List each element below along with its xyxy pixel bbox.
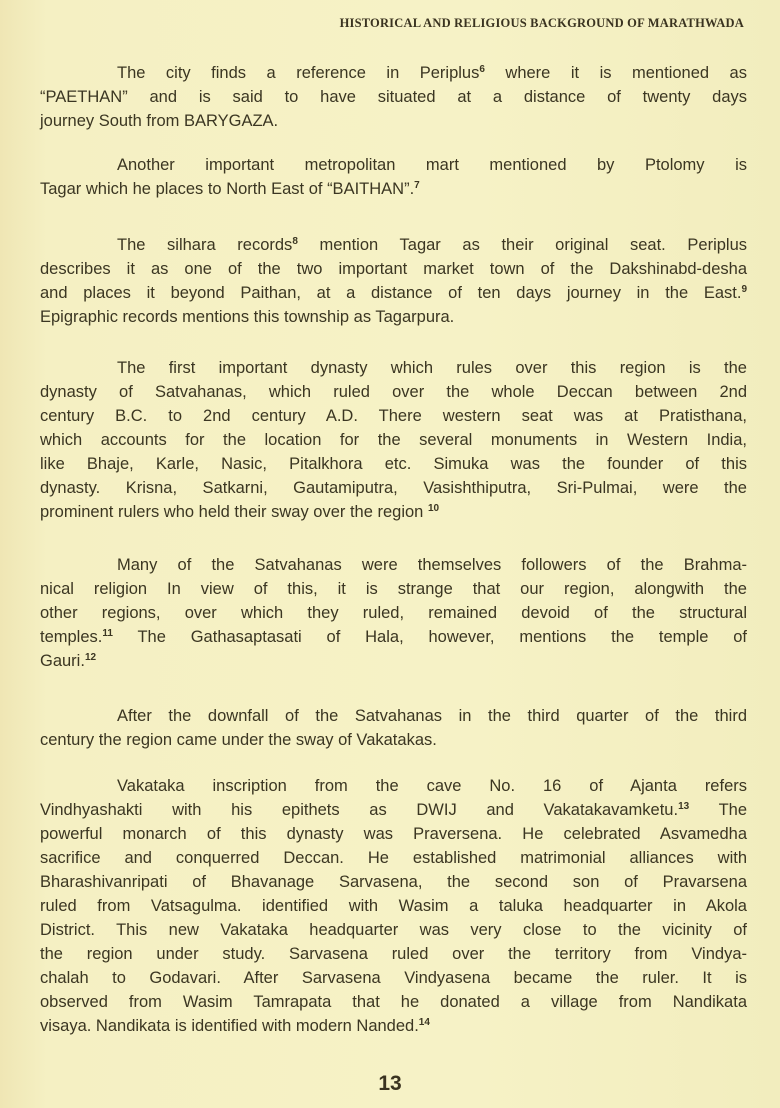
text-line: [40, 918, 747, 942]
text-line: [40, 1014, 747, 1038]
text-segment: like Bhaje, Karle, Nasic, Pitalkhora etc. Simuka was the founder of this: [40, 455, 747, 473]
paragraph: [40, 233, 747, 329]
text-line: [40, 625, 747, 649]
paragraph: [40, 704, 747, 752]
footnote-marker: 7: [414, 180, 420, 191]
text-segment: Vindhyashakti with his epithets as DWIJ and Vakatakavamketu.: [40, 801, 679, 819]
text-segment: prominent rulers who held their sway over the region: [40, 503, 428, 521]
text-line: [40, 942, 747, 966]
text-line: [40, 281, 747, 305]
text-line: [40, 990, 747, 1014]
text-segment: dynasty. Krisna, Satkarni, Gautamiputra, Vasishthiputra, Sri-Pulmai, were the: [40, 479, 747, 497]
text-segment: The city finds a reference in Periplus: [117, 64, 480, 82]
text-segment: Bharashivanripati of Bhavanage Sarvasena, the second son of Pravarsena: [40, 873, 747, 891]
text-segment: which accounts for the location for the several monuments in Western India,: [40, 431, 747, 449]
text-segment: other regions, over which they ruled, remained devoid of the structural: [40, 604, 747, 622]
text-segment: observed from Wasim Tamrapata that he donated a village from Nandikata: [40, 993, 747, 1011]
footnote-marker: 11: [102, 628, 113, 639]
text-line: [40, 822, 747, 846]
text-segment: After the downfall of the Satvahanas in the third quarter of the third: [117, 707, 747, 725]
text-segment: the region under study. Sarvasena ruled over the territory from Vindya-: [40, 945, 747, 963]
text-line: [40, 798, 747, 822]
footnote-marker: 10: [427, 503, 440, 514]
text-segment: chalah to Godavari. After Sarvasena Vindyasena became the ruler. It is: [40, 969, 747, 987]
text-segment: nical religion In view of this, it is strange that our region, alongwith the: [40, 580, 747, 598]
footnote-marker: 6: [479, 64, 485, 75]
text-segment: ruled from Vatsagulma. identified with Wasim a taluka headquarter in Akola: [40, 897, 747, 915]
footnote-marker: 8: [292, 236, 298, 247]
text-line: [40, 553, 747, 577]
text-line: [40, 577, 747, 601]
text-segment: powerful monarch of this dynasty was Praversena. He celebrated Asvamedha: [40, 825, 747, 843]
text-line: [40, 649, 747, 673]
text-segment: where it is mentioned as: [484, 64, 747, 82]
text-line: [40, 257, 747, 281]
text-segment: mention Tagar as their original seat. Periplus: [297, 236, 748, 254]
text-line: [40, 870, 747, 894]
paragraph: [40, 153, 747, 201]
text-segment: Gauri.: [40, 652, 85, 670]
text-segment: describes it as one of the two important market town of the Dakshinabd-desha: [40, 260, 747, 278]
page-number: 13: [378, 1072, 402, 1095]
text-segment: century B.C. to 2nd century A.D. There western seat was at Pratisthana,: [40, 407, 747, 425]
paragraph: [40, 61, 747, 133]
text-line: [40, 356, 747, 380]
text-segment: District. This new Vakataka headquarter was very close to the vicinity of: [40, 921, 747, 939]
text-segment: The: [689, 801, 747, 819]
footnote-marker: 13: [678, 801, 690, 812]
paragraph: [40, 553, 747, 673]
text-line: [40, 109, 747, 133]
text-segment: Another important metropolitan mart mentioned by Ptolomy is: [117, 156, 747, 174]
paragraph: [40, 774, 747, 1038]
footnote-marker: 14: [418, 1017, 430, 1028]
text-line: [40, 894, 747, 918]
text-segment: and places it beyond Paithan, at a distance of ten days journey in the East.: [40, 284, 742, 302]
text-line: [40, 476, 747, 500]
running-header: HISTORICAL AND RELIGIOUS BACKGROUND OF MARATHWADA: [339, 16, 744, 30]
text-segment: dynasty of Satvahanas, which ruled over the whole Deccan between 2nd: [40, 383, 747, 401]
text-segment: sacrifice and conquerred Deccan. He established matrimonial alliances with: [40, 849, 747, 867]
paragraph: [40, 356, 747, 524]
text-line: [40, 500, 747, 524]
text-line: [40, 233, 747, 257]
text-line: [40, 704, 747, 728]
text-line: [40, 846, 747, 870]
text-segment: The Gathasaptasati of Hala, however, mentions the temple of: [112, 628, 747, 646]
text-line: [40, 601, 747, 625]
text-segment: century the region came under the sway of Vakatakas.: [40, 731, 437, 749]
text-segment: The silhara records: [117, 236, 293, 254]
text-segment: Vakataka inscription from the cave No. 16 of Ajanta refers: [117, 777, 747, 795]
text-segment: Epigraphic records mentions this township as Tagarpura.: [40, 308, 455, 326]
text-line: [40, 966, 747, 990]
text-line: [40, 774, 747, 798]
text-segment: Tagar which he places to North East of “BAITHAN”.: [40, 180, 415, 198]
text-segment: visaya. Nandikata is identified with modern Nanded.: [40, 1017, 419, 1035]
text-segment: journey South from BARYGAZA.: [40, 112, 279, 130]
text-line: [40, 305, 747, 329]
text-line: [40, 177, 747, 201]
text-segment: Many of the Satvahanas were themselves followers of the Brahma-: [117, 556, 747, 574]
footnote-marker: 12: [84, 652, 97, 663]
footnote-marker: 9: [741, 284, 747, 295]
text-segment: “PAETHAN” and is said to have situated at a distance of twenty days: [40, 88, 747, 106]
text-segment: temples.: [40, 628, 103, 646]
text-line: [40, 380, 747, 404]
text-segment: The first important dynasty which rules over this region is the: [117, 359, 747, 377]
text-line: [40, 428, 747, 452]
text-line: [40, 85, 747, 109]
text-line: [40, 452, 747, 476]
text-line: [40, 153, 747, 177]
text-line: [40, 404, 747, 428]
page-body: [40, 0, 747, 1038]
text-line: [40, 61, 747, 85]
text-line: [40, 728, 747, 752]
